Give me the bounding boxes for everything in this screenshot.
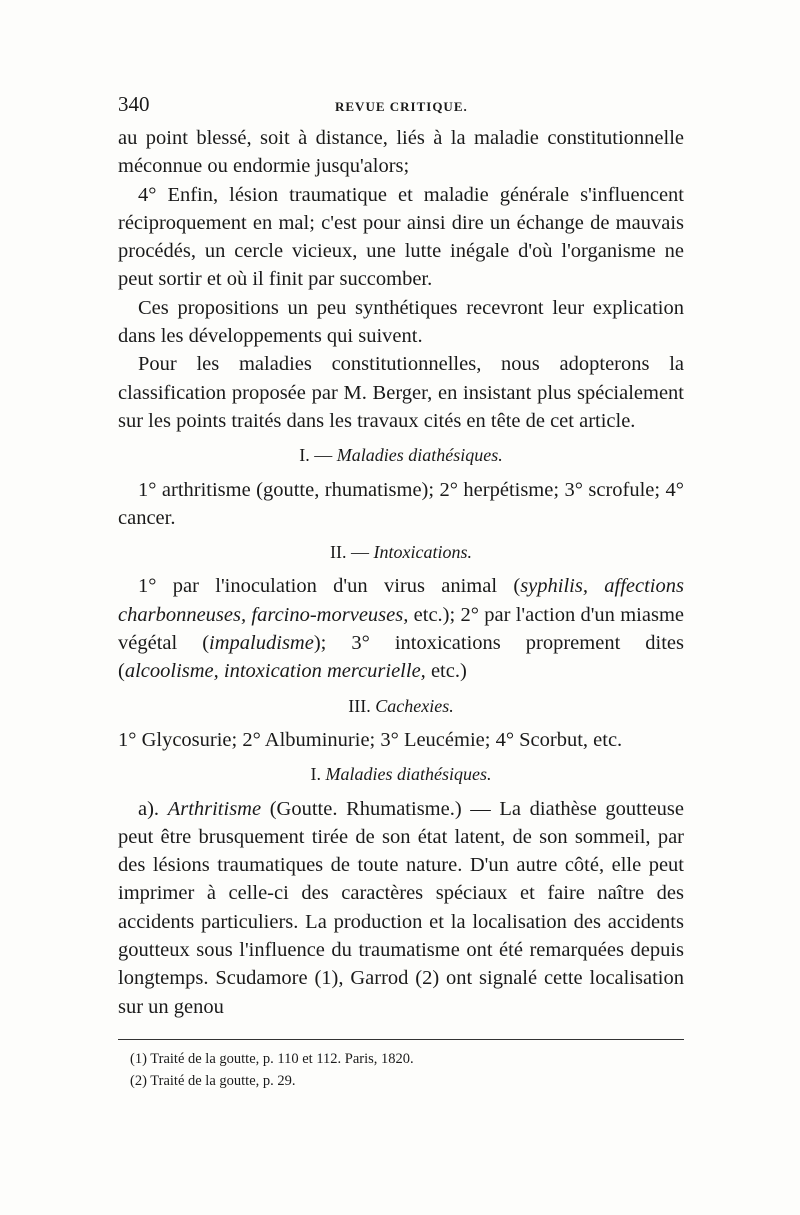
paragraph-2: 4° Enfin, lésion traumatique et maladie générale s'influencent réciproquement en mal; c'est pour ainsi dire un échange de mauvais procédés, un cercle vicieux, une lutte inégale d'où l'organisme ne peut sortir et où il finit par succomber. [118, 183, 684, 291]
section-heading-3 [118, 692, 684, 720]
footnotes [118, 1048, 684, 1092]
text-run: ); 3° intoxications proprement dites ( [118, 632, 684, 683]
paragraph-3: Ces propositions un peu synthétiques recevront leur explication dans les développements qui suivent. [118, 296, 684, 348]
section-title: Maladies diathésiques. [336, 445, 503, 466]
page-number: 340 [118, 92, 150, 116]
section-heading-2 [118, 538, 684, 566]
italic-run: impaludisme [209, 632, 314, 655]
body-text [118, 124, 684, 1021]
page [118, 92, 684, 1092]
running-title: REVUE CRITIQUE. [335, 99, 468, 114]
section-3-list: 1° Glycosurie; 2° Albuminurie; 3° Leucémie; 4° Scorbut, etc. [118, 728, 623, 751]
paragraph-4: Pour les maladies constitutionnelles, nous adopterons la classification proposée par M. Berger, en insistant plus spécialement sur les points traités dans les travaux cités en tête de cet article. [118, 353, 684, 432]
section-title: Intoxications. [373, 542, 472, 563]
section-number: II. — [330, 542, 369, 563]
subsection-heading [118, 760, 684, 788]
section-1-list: 1° arthritisme (goutte, rhumatisme); 2° herpétisme; 3° scrofule; 4° cancer. [118, 478, 684, 529]
section-number: I. — [299, 445, 333, 466]
italic-run: alcoolisme, intoxication mercurielle, [124, 660, 426, 683]
section-heading-1 [118, 441, 684, 469]
text-run: 1° par l'inoculation d'un virus animal ( [138, 575, 521, 598]
footnote-2: (2) Traité de la goutte, p. 29. [130, 1072, 296, 1089]
text-run: etc.) [425, 660, 467, 683]
section-title: Cachexies. [375, 695, 454, 716]
paragraph-text: (Goutte. Rhumatisme.) — La diathèse goutteuse peut être brusquement tirée de son état latent, de son sommeil, par des lésions traumatiques de toute nature. D'un autre côté, elle peut imprimer à celle-ci des caractères spéciaux et faire naître des accidents particuliers. La production et la localisation des accidents goutteux sous l'influence du traumatisme ont été remarquées depuis longtemps. Scudamore (1), Garrod (2) ont signalé cette localisation sur un genou [118, 797, 684, 1018]
text-run: etc.); 2° par l'action d'un miasme végétal ( [118, 603, 684, 655]
term: Arthritisme [167, 797, 262, 820]
final-paragraph [118, 795, 684, 1021]
paragraph-1: au point blessé, soit à distance, liés à la maladie constitutionnelle méconnue ou endormie jusqu'alors; [118, 127, 684, 178]
page-header [118, 92, 684, 122]
footnote-divider [118, 1039, 684, 1040]
subsection-number: I. [310, 764, 321, 785]
section-number: III. [348, 695, 371, 716]
subsection-title: Maladies diathésiques. [325, 764, 492, 785]
section-2-list [118, 572, 684, 685]
footnote-1: (1) Traité de la goutte, p. 110 et 112. Paris, 1820. [130, 1050, 414, 1067]
italic-run: syphilis, affections charbonneuses, farcino-morveuses, [118, 575, 684, 626]
item-prefix: a). [138, 797, 160, 820]
